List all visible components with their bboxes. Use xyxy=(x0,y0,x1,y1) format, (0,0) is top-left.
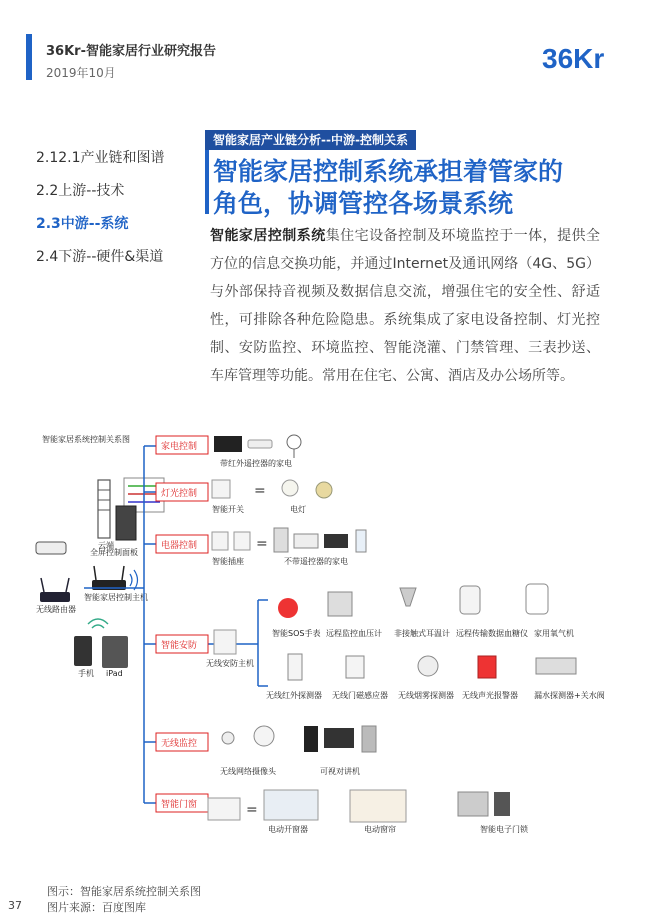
aircon-icon xyxy=(248,440,272,448)
lamp-icon xyxy=(282,480,298,496)
ipad-label: iPad xyxy=(106,669,123,678)
socket-label: 智能插座 xyxy=(212,557,244,566)
intercom-label: 可视对讲机 xyxy=(320,767,360,776)
alarm-host-label: 无线安防主机 xyxy=(206,659,254,668)
category-windows: 智能门窗 xyxy=(161,800,198,810)
sound-label: 无线声光报警器 xyxy=(462,691,518,700)
control-host-icon xyxy=(92,566,126,590)
diagram-title: 智能家居系统控制关系图 xyxy=(42,435,130,444)
title-accent-bar xyxy=(205,150,209,214)
router-icon xyxy=(40,578,70,602)
section-subtitle: 智能家居产业链分析--中游-控制关系 xyxy=(205,130,416,150)
category-security: 智能安防 xyxy=(161,641,198,651)
sos-watch-icon xyxy=(278,598,298,618)
bp-monitor-icon xyxy=(328,592,352,616)
curtain-label: 电动窗帘 xyxy=(364,825,396,834)
tv-icon xyxy=(214,436,242,452)
intercom-panel-icon xyxy=(362,726,376,752)
microwave-icon xyxy=(324,534,348,548)
lock-label: 智能电子门锁 xyxy=(480,825,528,834)
curtain-icon xyxy=(350,790,406,822)
body-paragraph xyxy=(210,222,600,390)
headline-line-1: 智能家居控制系统承担着管家的 xyxy=(213,157,564,186)
infrared-detector-icon xyxy=(288,654,302,680)
leak-label: 漏水探测器+关水阀 xyxy=(534,691,605,700)
router-label: 无线路由器 xyxy=(36,605,76,614)
logo-text: 36Kr xyxy=(542,43,605,74)
switch-label: 智能开关 xyxy=(212,505,244,514)
glucose-label: 远程传输数据血糖仪 xyxy=(456,629,528,638)
category-appliance: 家电控制 xyxy=(161,442,198,452)
camera-small-icon xyxy=(222,732,234,744)
headline-line-2: 角色，协调管控各场景系统 xyxy=(213,189,514,218)
sos-label: 智能SOS手表 xyxy=(272,629,321,638)
door-sensor-icon xyxy=(346,656,364,678)
report-title: 36Kr-智能家居行业研究报告 xyxy=(46,44,216,59)
smoke-detector-icon xyxy=(418,656,438,676)
network-camera-icon xyxy=(254,726,274,746)
phone-label: 手机 xyxy=(78,669,94,678)
socket-icon xyxy=(212,532,228,550)
figure-source: 图片来源：百度图库 xyxy=(47,901,146,914)
alarm-host-icon xyxy=(214,630,236,654)
panel-label: 全屏控制面板 xyxy=(90,548,138,557)
report-date: 2019年10月 xyxy=(46,66,116,80)
control-panel-icon xyxy=(116,506,136,540)
body-text: 集住宅设备控制及环境监控于一体，提供全方位的信息交换功能，并通过Internet及通讯网络（4G、5G）与外部保持音视频及数据信息交流，增强住宅的安全性、舒适性，可排除各种危险隐患。系统集成了家电设备控制、灯光控制、安防监控、环境监控、智能浇灌、门禁管理、三表抄送、车库管理等功能。常用在住宅、公寓、酒店及办公场所等。 xyxy=(210,228,601,384)
host-label: 智能家居控制主机 xyxy=(84,593,148,602)
wireless-signal-icon xyxy=(130,570,138,590)
door-lock-icon xyxy=(458,792,488,816)
oxygen-label: 家用氧气机 xyxy=(534,629,574,638)
equals-sign-1: = xyxy=(254,483,266,499)
switch-icon xyxy=(212,480,230,498)
equals-sign-3: = xyxy=(246,802,258,818)
36kr-logo xyxy=(540,34,630,78)
smoke-label: 无线烟雾探测器 xyxy=(398,691,454,700)
window-opener-icon xyxy=(264,790,318,820)
nav-item-upstream[interactable]: 2.2上游--技术 xyxy=(36,183,125,199)
category-electrical: 电器控制 xyxy=(161,541,198,551)
appliance-label: 带红外遥控器的家电 xyxy=(220,459,292,468)
dispenser-icon xyxy=(356,530,366,552)
door-lock-icon-2 xyxy=(494,792,510,816)
sound-alarm-icon xyxy=(478,656,496,678)
door-sensor-label: 无线门磁感应器 xyxy=(332,691,388,700)
lamp-label: 电灯 xyxy=(290,505,306,514)
camera-label: 无线网络摄像头 xyxy=(220,767,276,776)
intercom-outdoor-icon xyxy=(304,726,318,752)
thermometer-icon xyxy=(400,588,416,606)
fridge-icon xyxy=(274,528,288,552)
noremote-label: 不带遥控器的家电 xyxy=(284,557,348,566)
page-number: 37 xyxy=(8,899,22,912)
category-monitoring: 无线监控 xyxy=(161,739,198,749)
ipad-icon xyxy=(102,636,128,668)
window-switch-icon xyxy=(208,798,240,820)
oxygen-machine-icon xyxy=(526,584,548,614)
intercom-screen-icon xyxy=(324,728,354,748)
equals-sign-2: = xyxy=(256,536,268,552)
socket-icon-2 xyxy=(234,532,250,550)
nav-item-downstream[interactable]: 2.4下游--硬件&渠道 xyxy=(36,249,164,265)
leak-detector-icon xyxy=(536,658,576,674)
cloud-server-icon xyxy=(98,480,110,538)
figure-caption: 图示：智能家居系统控制关系图 xyxy=(47,885,201,898)
category-lighting: 灯光控制 xyxy=(161,489,198,499)
cloud-label: 云端 xyxy=(98,541,114,550)
body-bold-lead: 智能家居控制系统 xyxy=(210,228,326,244)
heater-icon xyxy=(294,534,318,548)
fan-icon xyxy=(287,435,301,449)
phone-icon xyxy=(74,636,92,666)
nav-item-midstream[interactable]: 2.3中游--系统 xyxy=(36,216,129,232)
modem-icon xyxy=(36,542,66,554)
nav-item-chain-map[interactable]: 2.12.1产业链和图谱 xyxy=(36,150,165,166)
header-accent-bar xyxy=(26,34,32,80)
thermo-label: 非接触式耳温计 xyxy=(394,629,450,638)
control-relationship-diagram xyxy=(28,428,632,873)
chandelier-icon xyxy=(316,482,332,498)
glucose-meter-icon xyxy=(460,586,480,614)
window-opener-label: 电动开窗器 xyxy=(268,825,308,834)
bp-label: 远程监控血压计 xyxy=(326,629,382,638)
wifi-icon xyxy=(88,619,108,628)
infrared-label: 无线红外探测器 xyxy=(266,691,322,700)
